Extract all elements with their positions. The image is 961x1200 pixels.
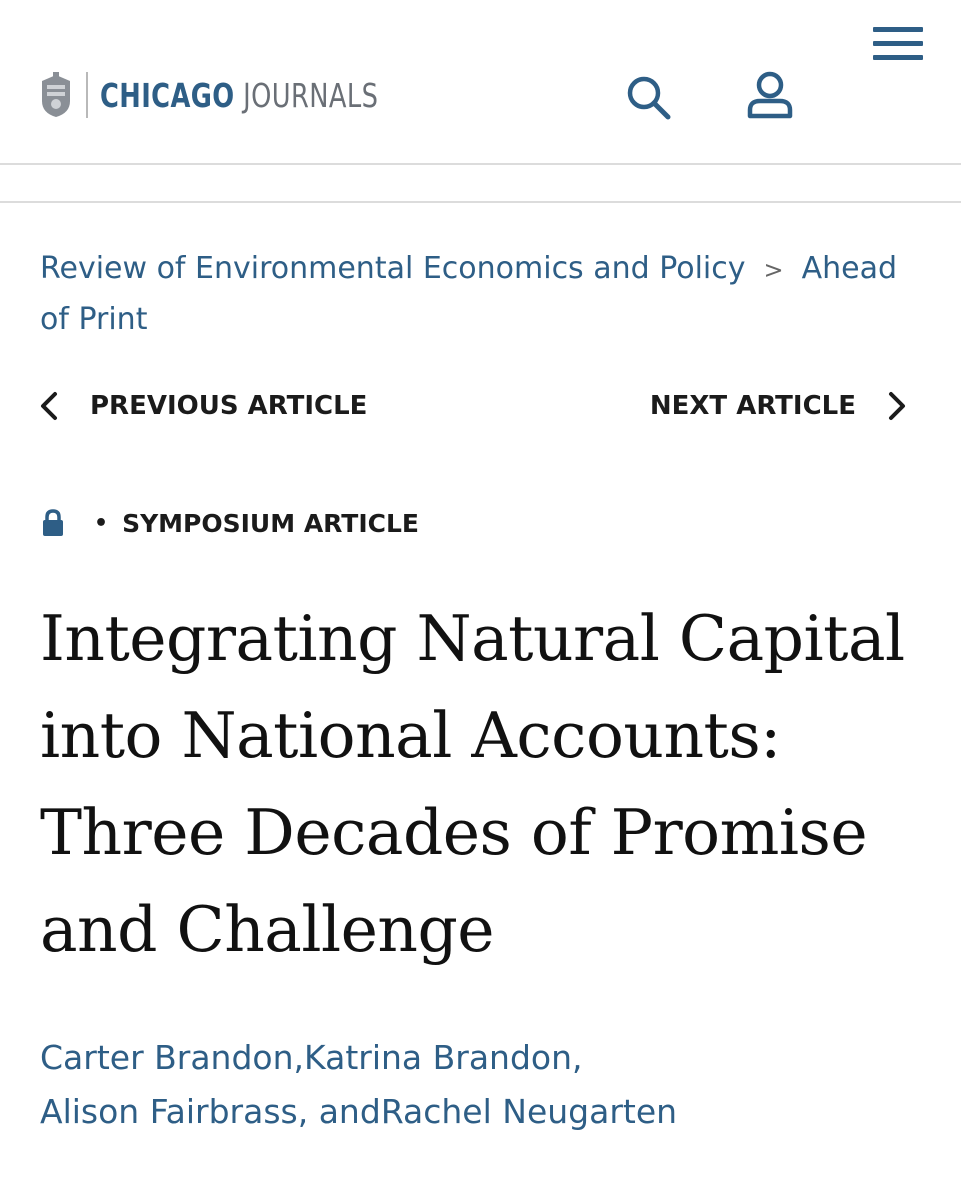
chevron-left-icon (38, 391, 60, 421)
search-button[interactable] (624, 73, 672, 121)
author-link[interactable]: Alison Fairbrass (40, 1092, 298, 1131)
breadcrumb (40, 244, 920, 344)
university-seal-icon (38, 71, 74, 119)
secondary-toolbar (0, 165, 961, 203)
site-header (0, 0, 961, 165)
author-link[interactable]: Rachel Neugarten (380, 1092, 678, 1131)
logo-wordmark (100, 76, 378, 115)
breadcrumb-journal-link[interactable]: Review of Environmental Economics and Policy (40, 251, 746, 286)
lock-icon (40, 508, 66, 538)
logo-word-chicago: CHICAGO (100, 75, 235, 115)
bullet-separator: • (94, 510, 109, 536)
article-title: Integrating Natural Capital into National Accounts: Three Decades of Promise and Challenge (40, 602, 905, 966)
author-separator: , (293, 1038, 305, 1077)
article-type: SYMPOSIUM ARTICLE (122, 508, 419, 538)
previous-article-link[interactable] (38, 380, 367, 432)
author-link[interactable]: Carter Brandon (40, 1038, 294, 1077)
chicago-journals-logo[interactable] (38, 70, 457, 120)
hamburger-menu-icon (870, 24, 926, 64)
breadcrumb-separator: > (763, 256, 784, 284)
menu-button[interactable] (870, 24, 926, 64)
author-separator: , (572, 1038, 583, 1077)
search-icon (624, 73, 672, 121)
next-article-label: NEXT ARTICLE (649, 391, 856, 421)
author-row (40, 1031, 920, 1085)
user-icon (744, 70, 796, 122)
article-navigation (38, 380, 908, 432)
logo-word-journals: JOURNALS (243, 75, 379, 115)
author-link[interactable]: Katrina Brandon (304, 1038, 573, 1077)
author-separator: , and (297, 1092, 381, 1131)
author-row (40, 1085, 920, 1139)
next-article-link[interactable] (650, 380, 908, 432)
author-list (40, 1031, 920, 1139)
logo-divider (86, 72, 88, 118)
article-type-line (40, 503, 419, 543)
account-button[interactable] (744, 70, 796, 122)
breadcrumb-section-link[interactable]: Ahead of Print (40, 251, 898, 337)
previous-article-label: PREVIOUS ARTICLE (90, 391, 368, 421)
chevron-right-icon (886, 391, 908, 421)
